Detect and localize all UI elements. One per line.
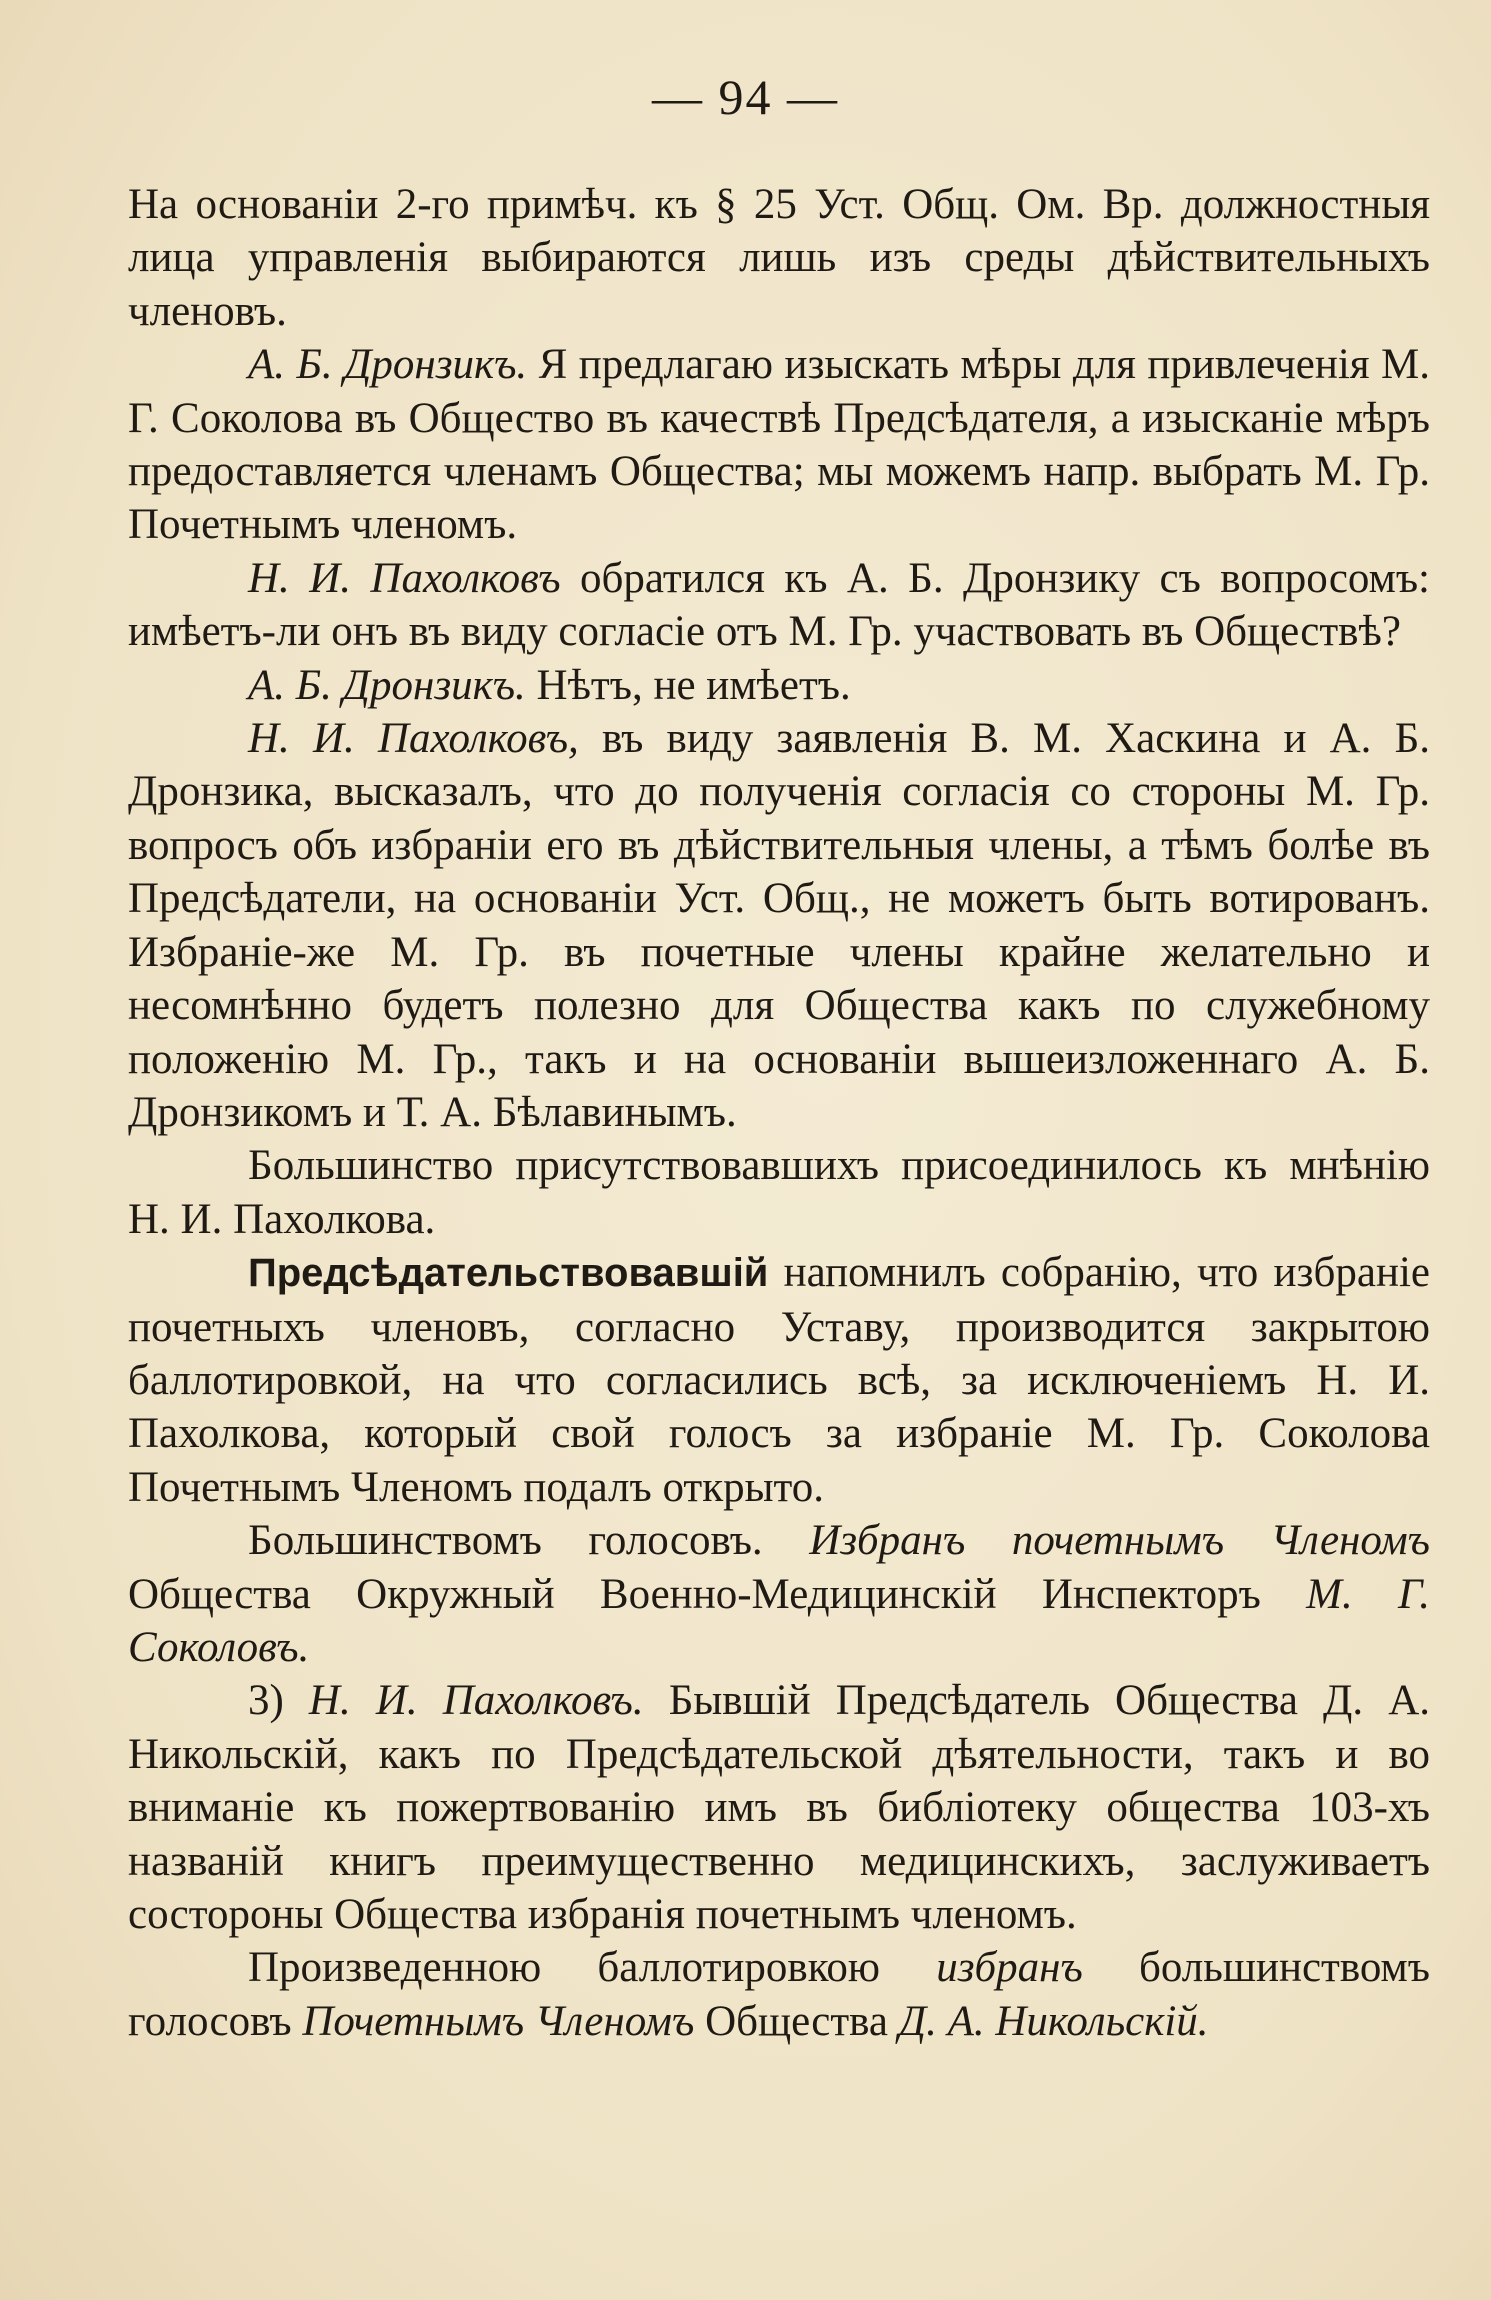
item-number: 3) xyxy=(248,1677,309,1725)
body-text xyxy=(128,178,1430,2048)
paragraph xyxy=(128,178,1430,338)
paragraph xyxy=(128,712,1430,1139)
paragraph xyxy=(128,1246,1430,1514)
paragraph-text: большинствомъ голосовъ xyxy=(128,1944,1430,2045)
paragraph-text: Общества xyxy=(694,1997,899,2045)
italic-phrase: Д. А. Никольскiй. xyxy=(898,1997,1209,2045)
speaker-name: А. Б. Дронзикъ. xyxy=(248,341,528,389)
paragraph-text: Бывшiй Предсѣдатель Общества Д. А. Никольскiй, какъ по Предсѣдательской дѣятельности, такъ и во вниманiе къ пожертвованiю имъ въ библiотеку общества 103-хъ названiй книгъ преимущественно медицинскихъ, заслуживаетъ состороны Общества избранiя почетнымъ членомъ. xyxy=(128,1677,1430,1938)
paragraph xyxy=(128,1941,1430,2048)
speaker-name: Н. И. Пахолковъ. xyxy=(308,1677,644,1725)
speaker-name: А. Б. Дронзикъ. xyxy=(248,661,526,709)
italic-phrase: Избранъ почетнымъ Членомъ xyxy=(809,1517,1431,1565)
italic-phrase: Почетнымъ Членомъ xyxy=(302,1997,695,2045)
paragraph-text: напомнилъ собранiю, что избранiе почетныхъ членовъ, согласно Уставу, производится закрытою баллотировкой, на что согласились всѣ, за исключенiемъ Н. И. Пахолкова, который свой голосъ за избранiе М. Гр. Соколова Почетнымъ Членомъ подалъ открыто. xyxy=(128,1249,1430,1511)
paragraph-text: Большинствомъ голосовъ. xyxy=(248,1517,810,1565)
paragraph-text: обратился къ А. Б. Дронзику съ вопросомъ: имѣетъ-ли онъ въ виду согласiе отъ М. Гр. участвовать въ Обществѣ? xyxy=(128,554,1430,656)
paragraph-text: Произведенною баллотировкою xyxy=(248,1944,937,1992)
paragraph xyxy=(128,659,1430,712)
page-number: — 94 — xyxy=(652,69,839,125)
paragraph xyxy=(128,1139,1430,1246)
italic-phrase: избранъ xyxy=(936,1944,1083,1992)
paragraph-text: въ виду заявленiя В. М. Хаскина и А. Б. Дронзика, высказалъ, что до полученiя согласiя со стороны М. Гр. вопросъ объ избранiи его въ дѣйствительныя члены, а тѣмъ болѣе въ Предсѣдатели, на основанiи Уст. Общ., не можетъ быть вотированъ. Избранiе-же М. Гр. въ почетные члены крайне желательно и несомнѣнно будетъ полезно для Общества какъ по служебному положенiю М. Гр., такъ и на основанiи вышеизложеннаго А. Б. Дронзикомъ и Т. А. Бѣлавинымъ. xyxy=(128,715,1431,1136)
chairman-label: Предсѣдательствовавшiй xyxy=(248,1251,769,1296)
paragraph xyxy=(128,338,1430,552)
paragraph-text: Общества Окружный Военно-Медицинскiй Инспекторъ xyxy=(128,1570,1307,1618)
paragraph-text: Большинство присутствовавшихъ присоединилось къ мнѣнiю Н. И. Пахолкова. xyxy=(128,1142,1430,1243)
italic-phrase: М. Г. Соколовъ. xyxy=(128,1570,1430,1671)
speaker-name: Н. И. Пахолковъ xyxy=(248,554,561,602)
paragraph-text: На основанiи 2-го примѣч. къ § 25 Уст. Общ. Ом. Вр. должностныя лица управленiя выбираются лишь изъ среды дѣйствительныхъ членовъ. xyxy=(128,181,1430,335)
paragraph xyxy=(128,1514,1430,1674)
paragraph-text: Нѣтъ, не имѣетъ. xyxy=(525,661,851,709)
paragraph-text: Я предлагаю изыскать мѣры для привлеченiя М. Г. Соколова въ Общество въ качествѣ Предсѣдателя, а изысканiе мѣръ предоставляется членамъ Общества; мы можемъ напр. выбрать М. Гр. Почетнымъ членомъ. xyxy=(128,341,1431,549)
paragraph xyxy=(128,1674,1430,1941)
speaker-name: Н. И. Пахолковъ, xyxy=(248,715,579,763)
paragraph xyxy=(128,552,1430,659)
